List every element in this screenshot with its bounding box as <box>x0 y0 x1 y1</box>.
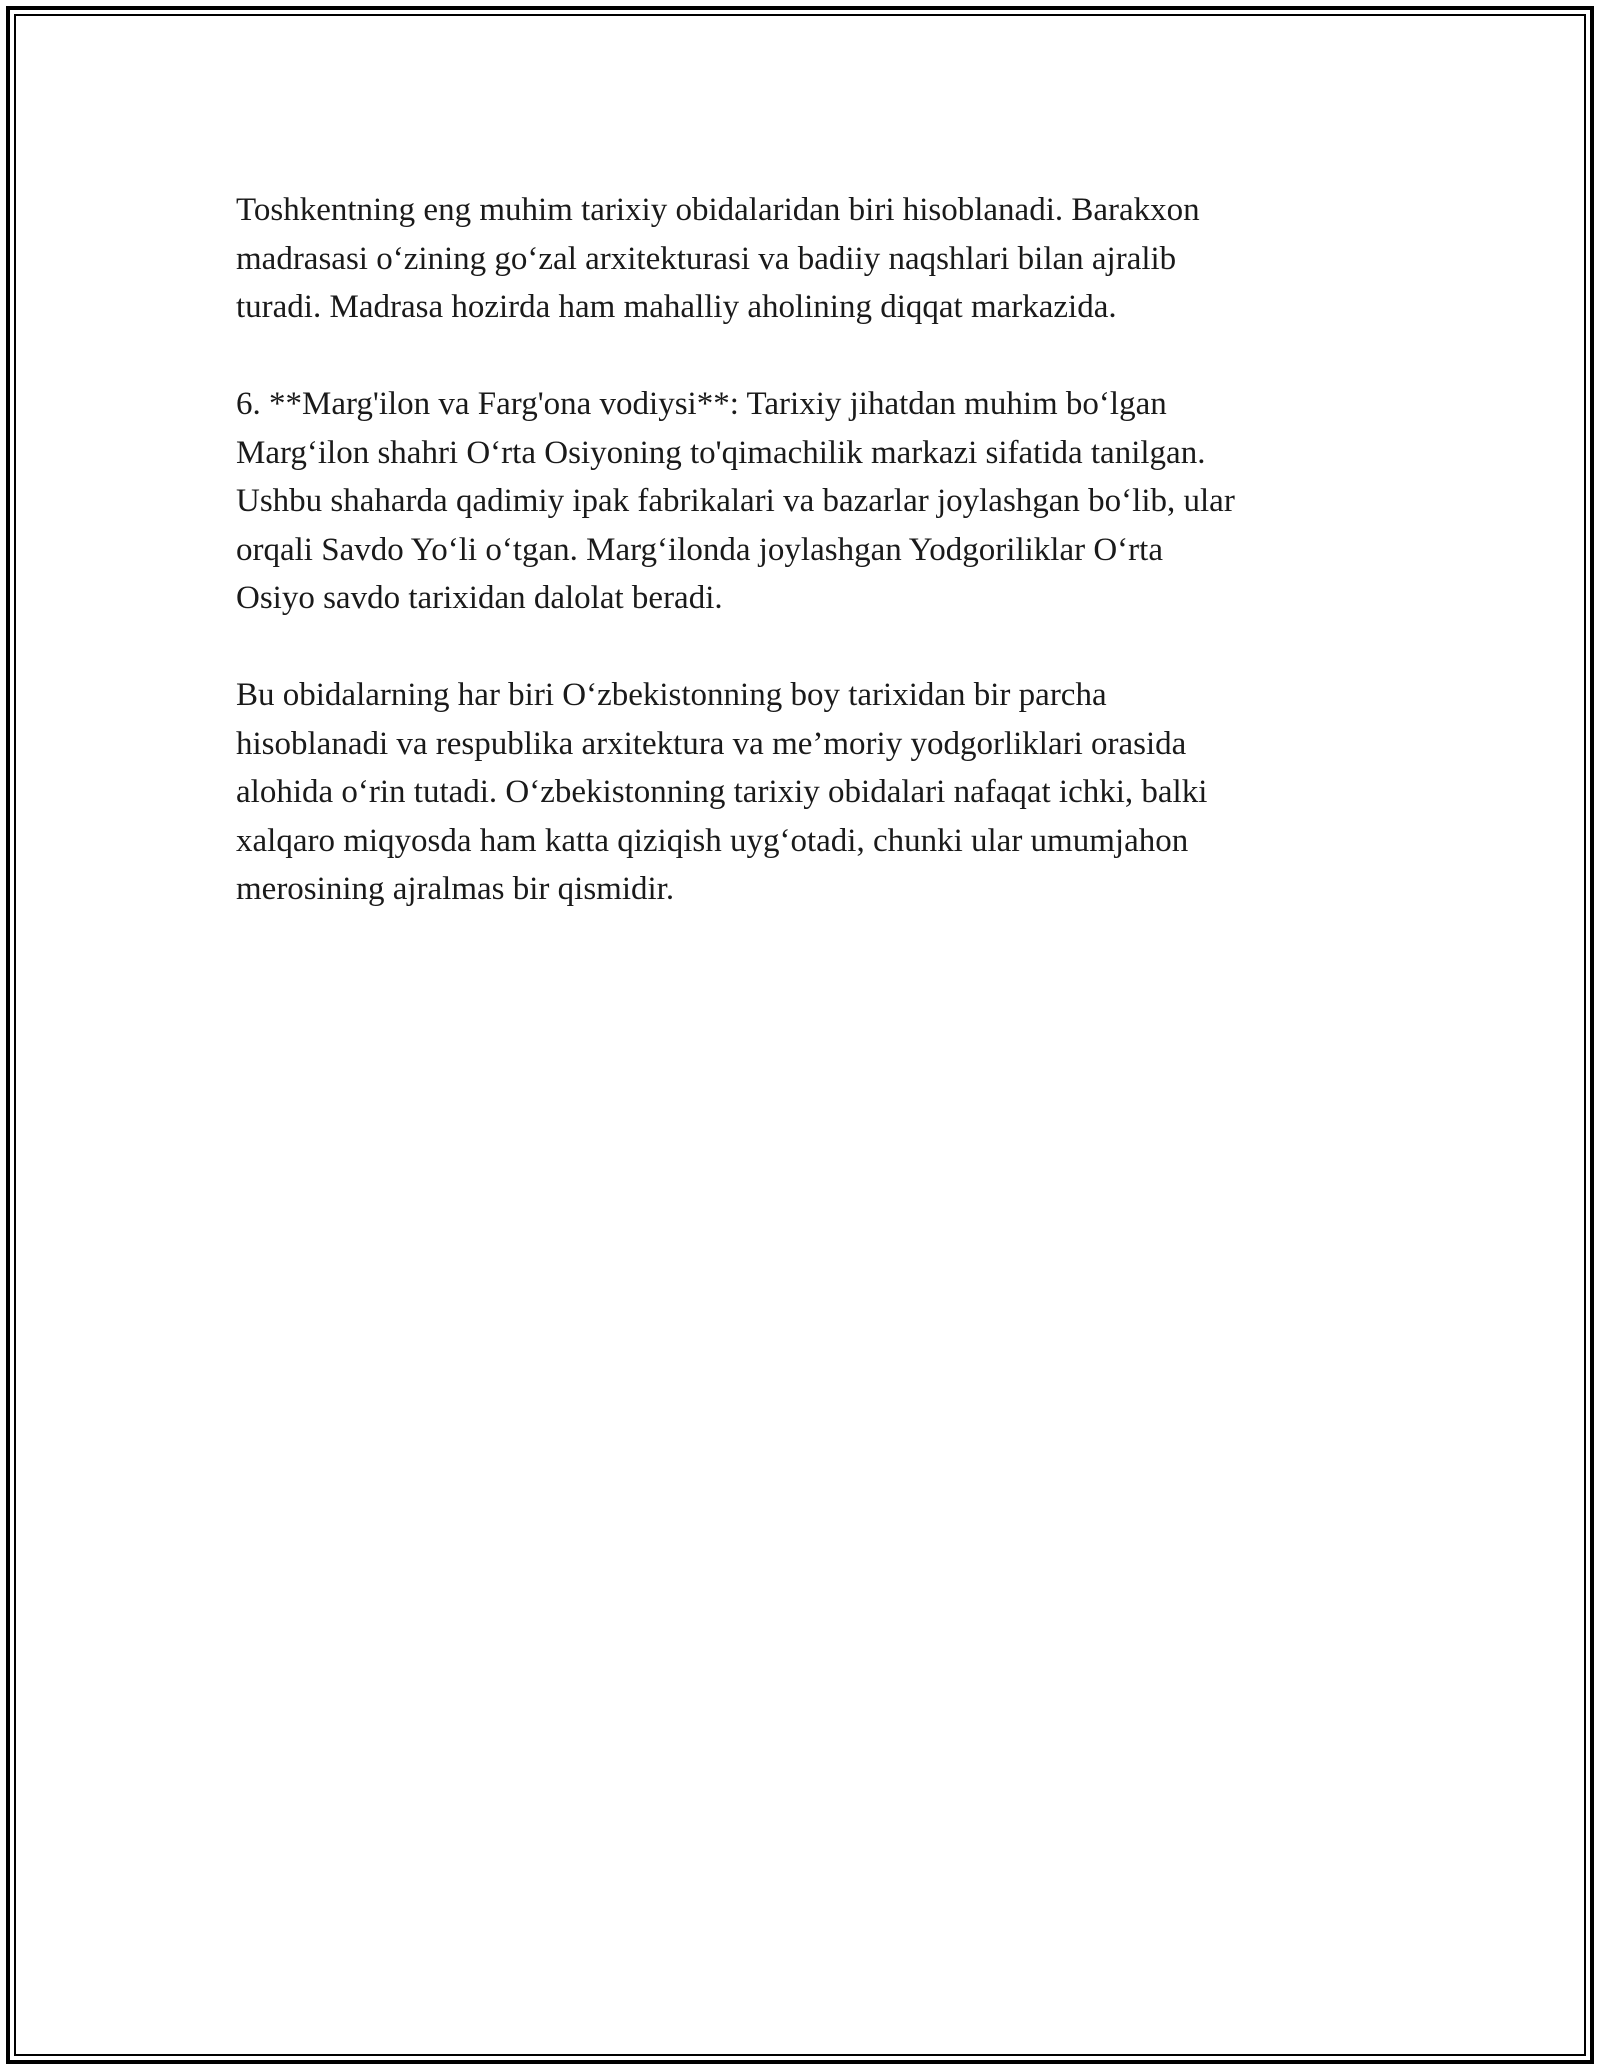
paragraph-margilon <box>236 380 1376 623</box>
text-line: orqali Savdo Yo‘li o‘tgan. Marg‘ilonda joylashgan Yodgoriliklar O‘rta <box>236 531 1163 568</box>
text-line: alohida o‘rin tutadi. O‘zbekistonning tarixiy obidalari nafaqat ichki, balki <box>236 774 1208 810</box>
text-line: turadi. Madrasa hozirda ham mahalliy aholining diqqat markazida. <box>236 289 1117 325</box>
text-line: merosining ajralmas bir qismidir. <box>236 871 675 907</box>
text-line: Osiyo savdo tarixidan dalolat beradi. <box>236 580 723 616</box>
text-line: Ushbu shaharda qadimiy ipak fabrikalari va bazarlar joylashgan bo‘lib, ular <box>236 483 1235 519</box>
text-line: madrasasi o‘zining go‘zal arxitekturasi va badiiy naqshlari bilan ajralib <box>236 240 1177 277</box>
text-line: hisoblanadi va respublika arxitektura va me’moriy yodgorliklari orasida <box>236 725 1187 762</box>
text-line: xalqaro miqyosda ham katta qiziqish uyg‘otadi, chunki ular umumjahon <box>236 822 1189 859</box>
paragraph-conclusion <box>236 671 1376 914</box>
text-line: Bu obidalarning har biri O‘zbekistonning boy tarixidan bir parcha <box>236 677 1107 713</box>
paragraph-barakxon <box>236 186 1376 332</box>
text-line: 6. **Marg'ilon va Farg'ona vodiysi**: Tarixiy jihatdan muhim bo‘lgan <box>236 386 1167 422</box>
text-line: Toshkentning eng muhim tarixiy obidalaridan biri hisoblanadi. Barakxon <box>236 192 1200 228</box>
text-line: Marg‘ilon shahri O‘rta Osiyoning to'qimachilik markazi sifatida tanilgan. <box>236 434 1206 471</box>
document-body <box>236 186 1376 962</box>
